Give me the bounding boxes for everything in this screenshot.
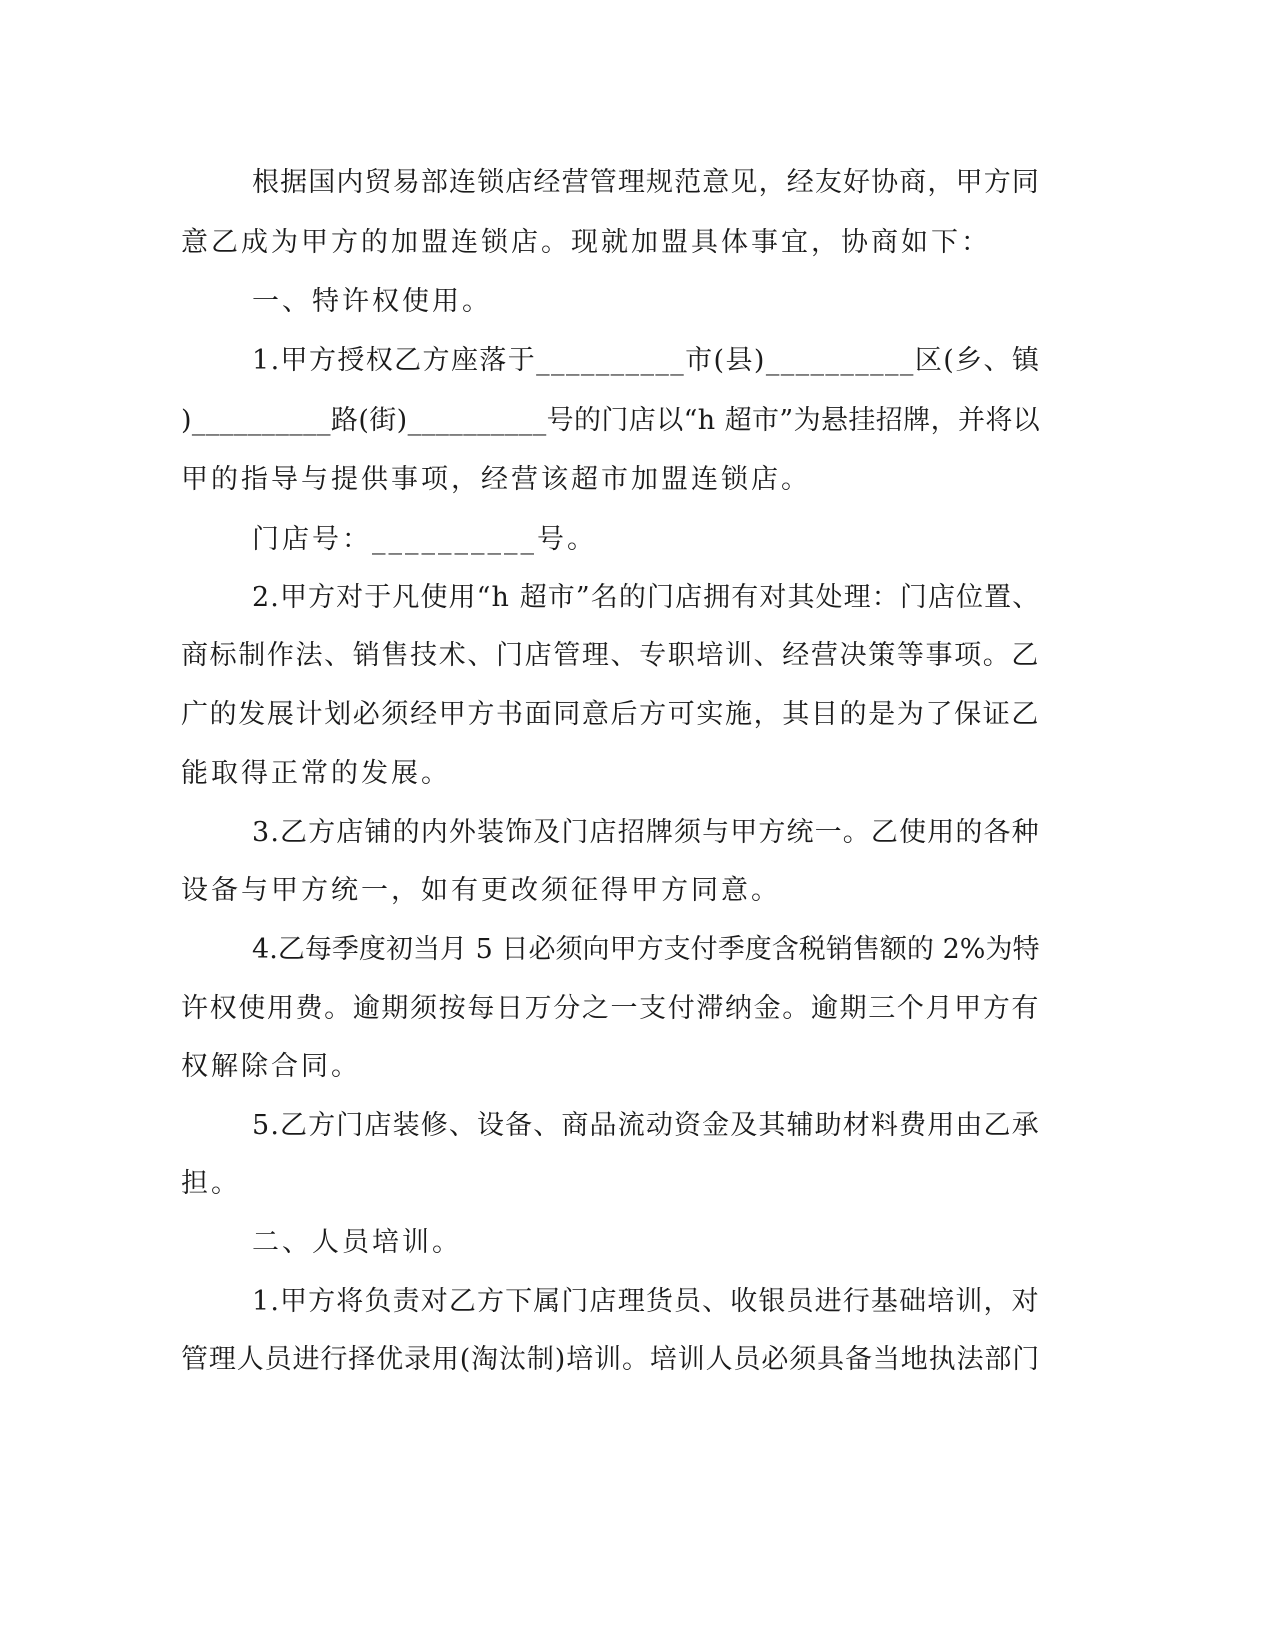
- text-line-11: 能取得正常的发展。: [181, 758, 451, 789]
- text-line-10: 广的发展计划必须经甲方书面同意后方可实施，其目的是为了保证乙: [181, 699, 1040, 730]
- text-line-15: 许权使用费。逾期须按每日万分之一支付滞纳金。逾期三个月甲方有: [181, 993, 1040, 1024]
- text-line-5: )__________路(街)__________号的门店以“h 超市”为悬挂招牌，并将以: [181, 405, 1041, 436]
- text-line-20: 1.甲方将负责对乙方下属门店理货员、收银员进行基础培训，对: [252, 1286, 1040, 1317]
- text-line-8: 2.甲方对于凡使用“h 超市”名的门店拥有对其处理：门店位置、: [252, 582, 1041, 613]
- text-line-1: 根据国内贸易部连锁店经营管理规范意见，经友好协商，甲方同: [252, 167, 1040, 198]
- text-line-14: 4.乙每季度初当月 5 日必须向甲方支付季度含税销售额的 2%为特: [252, 934, 1040, 965]
- text-line-16: 权解除合同。: [181, 1051, 361, 1082]
- text-line-4: 1.甲方授权乙方座落于__________市(县)__________区(乡、镇: [252, 345, 1041, 376]
- text-line-6: 甲的指导与提供事项，经营该超市加盟连锁店。: [181, 464, 811, 495]
- text-line-21: 管理人员进行择优录用(淘汰制)培训。培训人员必须具备当地执法部门: [181, 1344, 1041, 1375]
- text-line-13: 设备与甲方统一，如有更改须征得甲方同意。: [181, 875, 781, 906]
- section-heading-1: 一、特许权使用。: [252, 286, 492, 317]
- section-heading-2: 二、人员培训。: [252, 1227, 462, 1258]
- text-line-2: 意乙成为甲方的加盟连锁店。现就加盟具体事宜，协商如下：: [181, 227, 991, 258]
- text-line-7: 门店号：__________号。: [252, 524, 597, 555]
- text-line-18: 担。: [181, 1168, 241, 1199]
- text-line-12: 3.乙方店铺的内外装饰及门店招牌须与甲方统一。乙使用的各种: [252, 817, 1040, 848]
- text-line-9: 商标制作法、销售技术、门店管理、专职培训、经营决策等事项。乙: [181, 640, 1040, 671]
- text-line-17: 5.乙方门店装修、设备、商品流动资金及其辅助材料费用由乙承: [252, 1110, 1040, 1141]
